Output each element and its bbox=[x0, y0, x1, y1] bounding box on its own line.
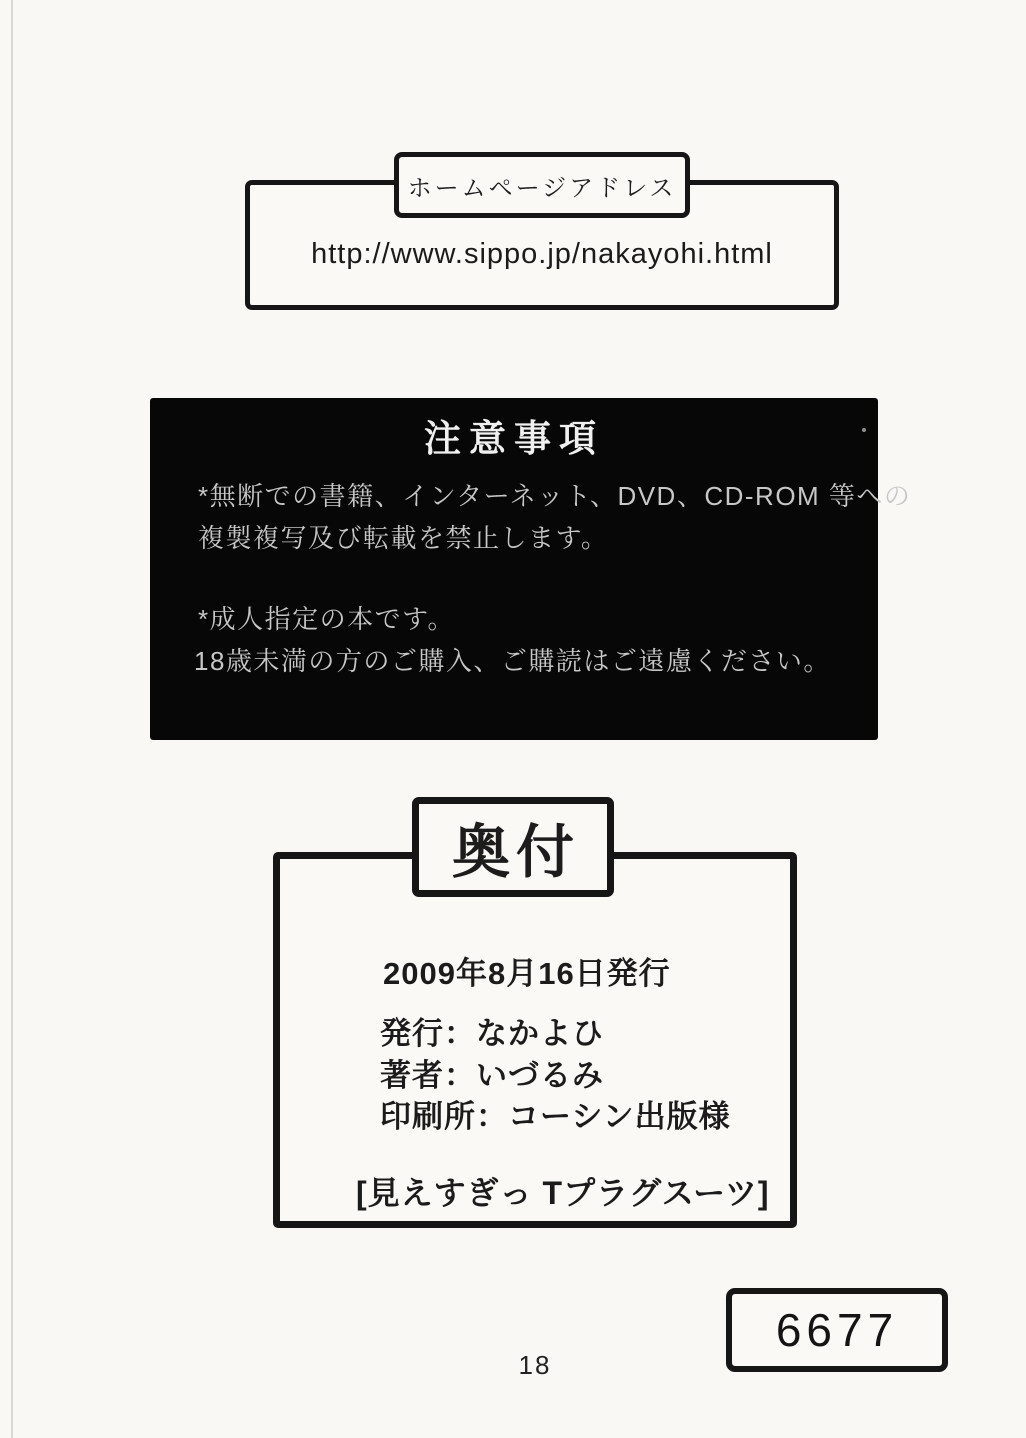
colophon-tab bbox=[412, 797, 614, 897]
publisher-line: 発行：なかよひ bbox=[380, 1016, 604, 1051]
author-line: 著者：いづるみ bbox=[380, 1058, 604, 1093]
colophon-tab-label: 奥付 bbox=[451, 820, 580, 885]
notice-line-copyright-1: *無断での書籍、インターネット、DVD、CD-ROM 等への bbox=[198, 481, 912, 511]
serial-number-box bbox=[726, 1288, 948, 1372]
notice-title: 注意事項 bbox=[424, 418, 604, 459]
printer-line: 印刷所：コーシン出版様 bbox=[380, 1099, 731, 1134]
homepage-address-label: ホームページアドレス bbox=[407, 174, 677, 202]
book-title: [見えすぎっ Tプラグスーツ] bbox=[356, 1175, 770, 1211]
scan-speck bbox=[862, 428, 866, 432]
serial-number: 6677 bbox=[775, 1304, 899, 1356]
homepage-url: http://www.sippo.jp/nakayohi.html bbox=[311, 238, 773, 270]
notice-line-copyright-2: 複製複写及び転載を禁止します。 bbox=[198, 523, 609, 553]
notice-line-adult-2: 18歳未満の方のご購入、ご購読はご遠慮ください。 bbox=[194, 646, 831, 676]
homepage-address-tab bbox=[394, 152, 690, 218]
page-number: 18 bbox=[518, 1350, 552, 1380]
publication-date: 2009年8月16日発行 bbox=[383, 956, 671, 991]
scan-edge-line bbox=[11, 0, 13, 1438]
notice-box bbox=[150, 398, 912, 740]
notice-line-adult-1: *成人指定の本です。 bbox=[198, 604, 456, 634]
